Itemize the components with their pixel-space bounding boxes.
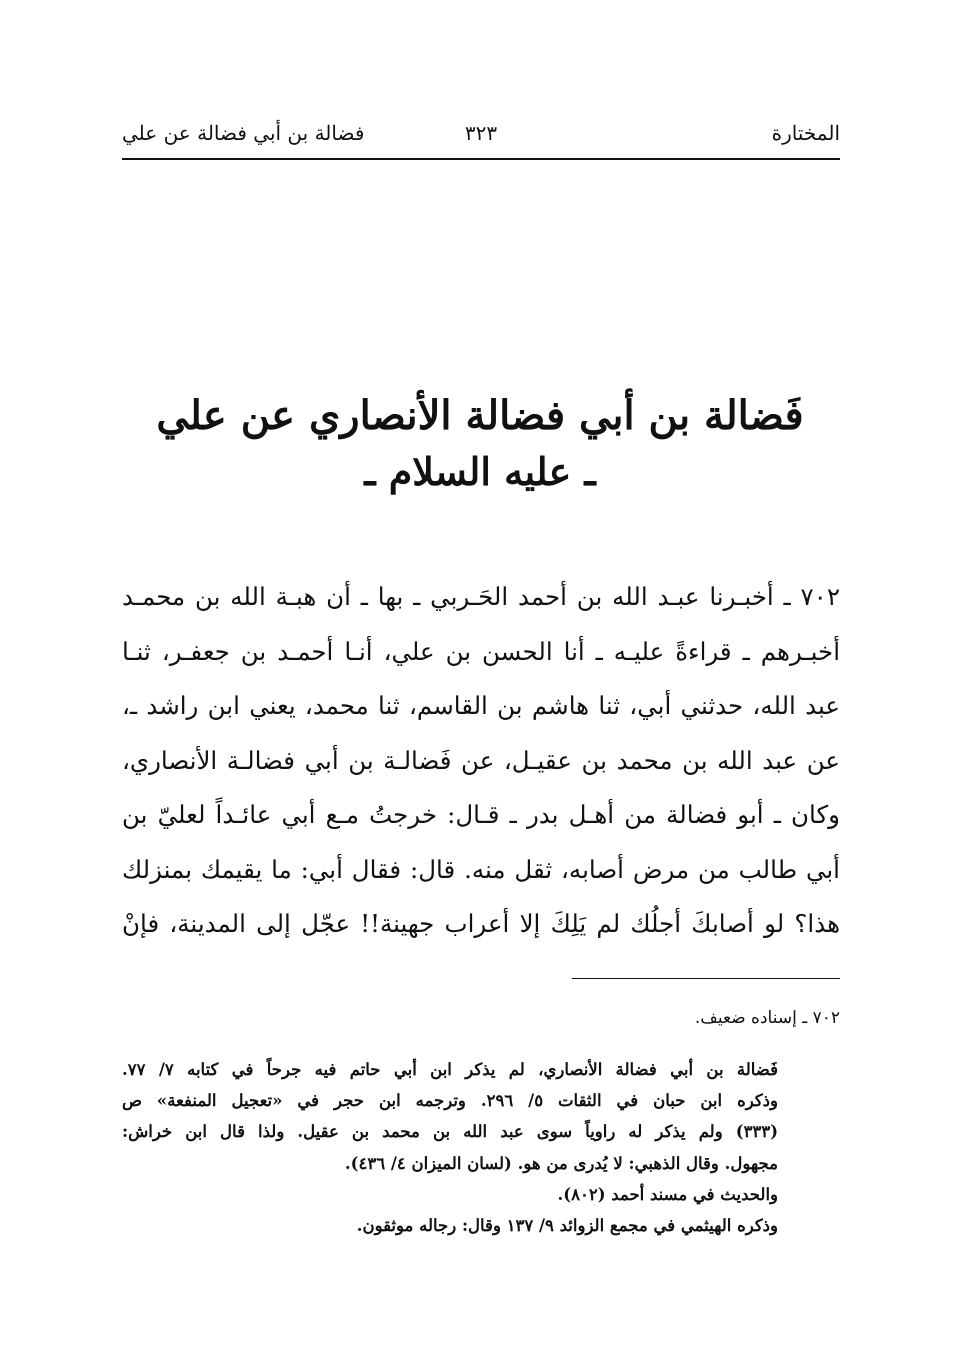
footnote-line: فَضالة بن أبي فضالة الأنصاري، لم يذكر ابن أبي حاتم فيه جرحاً في كتابه ٧/ ٧٧. <box>122 1060 778 1079</box>
chapter-title-line-1: فَضالة بن أبي فضالة الأنصاري عن علي <box>156 392 804 439</box>
text-line: ٧٠٢ ـ أخبـرنا عبـد الله بن أحمد الحَـربي ـ بها ـ أن هبـة الله بن محمـد <box>122 582 840 611</box>
footnotes <box>122 1054 778 1241</box>
footnote-line: مجهول. وقال الذهبي: لا يُدرى من هو. (لسان الميزان ٤/ ٤٣٦). <box>344 1153 778 1173</box>
footnote-number: ٧٠٢ ـ إسناده ضعيف. <box>694 1008 840 1028</box>
header-chapter-title: فضالة بن أبي فضالة عن علي <box>122 121 365 145</box>
text-line: عبد الله، حدثني أبي، ثنا هاشم بن القاسم، ثنا محمد، يعني ابن راشد ـ، <box>122 691 840 720</box>
text-line: أخبـرهم ـ قراءةً عليـه ـ أنا الحسن بن علي، أنـا أحمـد بن جعفـر، ثنـا <box>122 636 840 666</box>
footnote-divider <box>572 978 840 979</box>
footnote-line: والحديث في مسند أحمد (٨٠٢). <box>557 1184 778 1204</box>
running-header <box>122 118 840 154</box>
footnote-line: (٣٣٣) ولم يذكر له راوياً سوى عبد الله بن محمد بن عقيل. ولذا قال ابن خراش: <box>122 1122 778 1142</box>
header-page-number: ٣٢٣ <box>464 121 498 145</box>
text-line: عن عبد الله بن محمد بن عقيـل، عن فَضالـة بن أبي فضالـة الأنصاري، <box>122 745 840 775</box>
footnote-line: وذكره ابن حبان في الثقات ٥/ ٢٩٦. وترجمه ابن حجر في «تعجيل المنفعة» ص <box>122 1091 778 1111</box>
text-line: وكان ـ أبو فضالة من أهـل بدر ـ قـال: خرجتُ مـع أبي عائـداً لعليّ بن <box>122 800 840 829</box>
text-line: هذا؟ لو أصابكَ أجلُك لم يَلِكَ إلا أعراب جهينة!! عجّل إلى المدينة، فإنْ <box>122 909 840 938</box>
chapter-title-line-2: ـ عليه السلام ـ <box>364 449 596 494</box>
text-line: أبي طالب من مرض أصابه، ثقل منه. قال: فقال أبي: ما يقيمك بمنزلك <box>122 854 840 884</box>
hadith-text <box>122 570 840 952</box>
header-divider <box>122 158 840 160</box>
header-book-title: المختارة <box>771 121 840 145</box>
footnote-line: وذكره الهيثمي في مجمع الزوائد ٩/ ١٣٧ وقال: رجاله موثقون. <box>356 1215 778 1235</box>
chapter-heading <box>150 388 810 500</box>
